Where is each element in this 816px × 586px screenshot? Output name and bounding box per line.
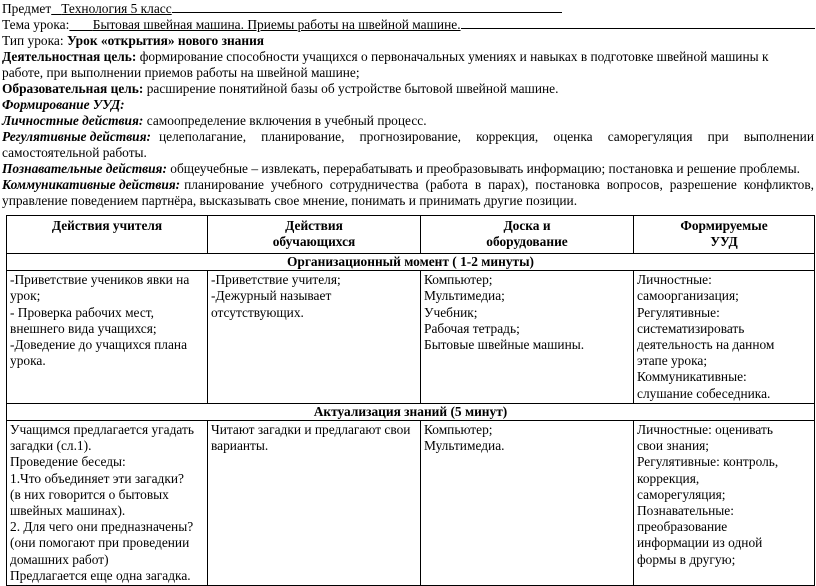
- cell-students: Читают загадки и предлагают свои варианты.: [208, 421, 421, 586]
- regulative-text-2: самостоятельной работы.: [2, 145, 147, 160]
- cell-teacher: -Приветствие учеников явки на урок; - Проверка рабочих мест, внешнего вида учащихся; -Доведение до учащихся плана урока.: [7, 271, 208, 404]
- subject-label: Предмет: [2, 1, 52, 16]
- regulative-text-1: целеполагание, планирование, прогнозирование, коррекция, оценка саморегуляция при выполнении: [158, 129, 814, 144]
- topic-underline: [461, 16, 815, 29]
- personal-label: Личностные действия:: [2, 113, 144, 128]
- personal-text: самоопределение включения в учебный процесс.: [146, 113, 427, 128]
- subject-line: [2, 0, 562, 17]
- header-student-actions: Действия обучающихся: [208, 216, 421, 254]
- subject-value: Технология 5 класс: [61, 1, 172, 16]
- type-value: Урок «открытия» нового знания: [66, 33, 265, 48]
- edu-goal-label: Образовательная цель:: [2, 81, 144, 96]
- cell-equipment: Компьютер; Мультимедиа; Учебник; Рабочая тетрадь; Бытовые швейные машины.: [421, 271, 634, 404]
- section-title-org: Организационный момент ( 1-2 минуты): [7, 254, 815, 271]
- subject-underline: [172, 0, 562, 13]
- activity-goal-line1: [2, 49, 814, 65]
- topic-value: Бытовая швейная машина. Приемы работы на швейной машине.: [92, 17, 461, 32]
- communicative-actions-line2: [2, 193, 577, 209]
- cognitive-actions-line: [2, 161, 800, 177]
- topic-line: [2, 16, 815, 33]
- regulative-actions-line2: [2, 145, 147, 161]
- edu-goal-line: [2, 81, 558, 97]
- table-header-row: [7, 216, 815, 254]
- cell-teacher: Учащимся предлагается угадать загадки (сл.1). Проведение беседы: 1.Что объединяет эти загадки? (в них говорится о бытовых швейных машинах). 2. Для чего они предназначены? (они помогают при проведении домашних работ) Предлагается еще одна загадка.: [7, 421, 208, 586]
- cognitive-text: общеучебные – извлекать, перерабатывать и преобразовывать информацию; постановка и решение проблемы.: [170, 161, 800, 176]
- activity-goal-line2: [2, 65, 360, 81]
- cell-uud: Личностные: самоорганизация; Регулятивные: систематизировать деятельность на данном этапе урока; Коммуникативные: слушание собеседника.: [634, 271, 815, 404]
- regulative-actions-line1: [2, 129, 814, 145]
- personal-actions-line: [2, 113, 427, 129]
- activity-goal-text-2: работе, при выполнении приемов работы на швейной машине;: [2, 65, 360, 80]
- lesson-type-line: [2, 33, 264, 49]
- header-uud: Формируемые УУД: [634, 216, 815, 254]
- lesson-table: [6, 215, 815, 586]
- cell-students: -Приветствие учителя; -Дежурный называет отсутствующих.: [208, 271, 421, 404]
- edu-goal-text: расширение понятийной базы об устройстве бытовой швейной машине.: [146, 81, 559, 96]
- header-teacher-actions: Действия учителя: [7, 216, 208, 254]
- regulative-label: Регулятивные действия:: [2, 129, 151, 144]
- communicative-text-2: управление поведением партнёра, высказывать свое мнение, понимать и принимать другие позиции.: [2, 193, 578, 208]
- communicative-actions-line1: [2, 177, 814, 193]
- uud-heading: Формирование УУД:: [2, 97, 125, 112]
- cell-uud: Личностные: оценивать свои знания; Регулятивные: контроль, коррекция, саморегуляция; Познавательные: преобразование информации из одной формы в другую;: [634, 421, 815, 586]
- header-board-equipment: Доска и оборудование: [421, 216, 634, 254]
- communicative-text-1: планирование учебного сотрудничества (работа в парах), постановка вопросов, разрешение конфликтов,: [184, 177, 814, 192]
- table-row: [7, 271, 815, 404]
- activity-goal-label: Деятельностная цель:: [2, 49, 137, 64]
- section-title-row: [7, 254, 815, 271]
- communicative-label: Коммуникативные действия:: [2, 177, 181, 192]
- section-title-actualization: Актуализация знаний (5 минут): [7, 403, 815, 420]
- topic-label: Тема урока:: [2, 17, 70, 32]
- cognitive-label: Познавательные действия:: [2, 161, 167, 176]
- cell-equipment: Компьютер; Мультимедиа.: [421, 421, 634, 586]
- table-row: [7, 421, 815, 586]
- activity-goal-text-1: формирование способности учащихся о первоначальных умениях и навыках в подготовке швейной машины к: [139, 49, 769, 64]
- section-title-row: [7, 403, 815, 420]
- type-label: Тип урока:: [2, 33, 64, 48]
